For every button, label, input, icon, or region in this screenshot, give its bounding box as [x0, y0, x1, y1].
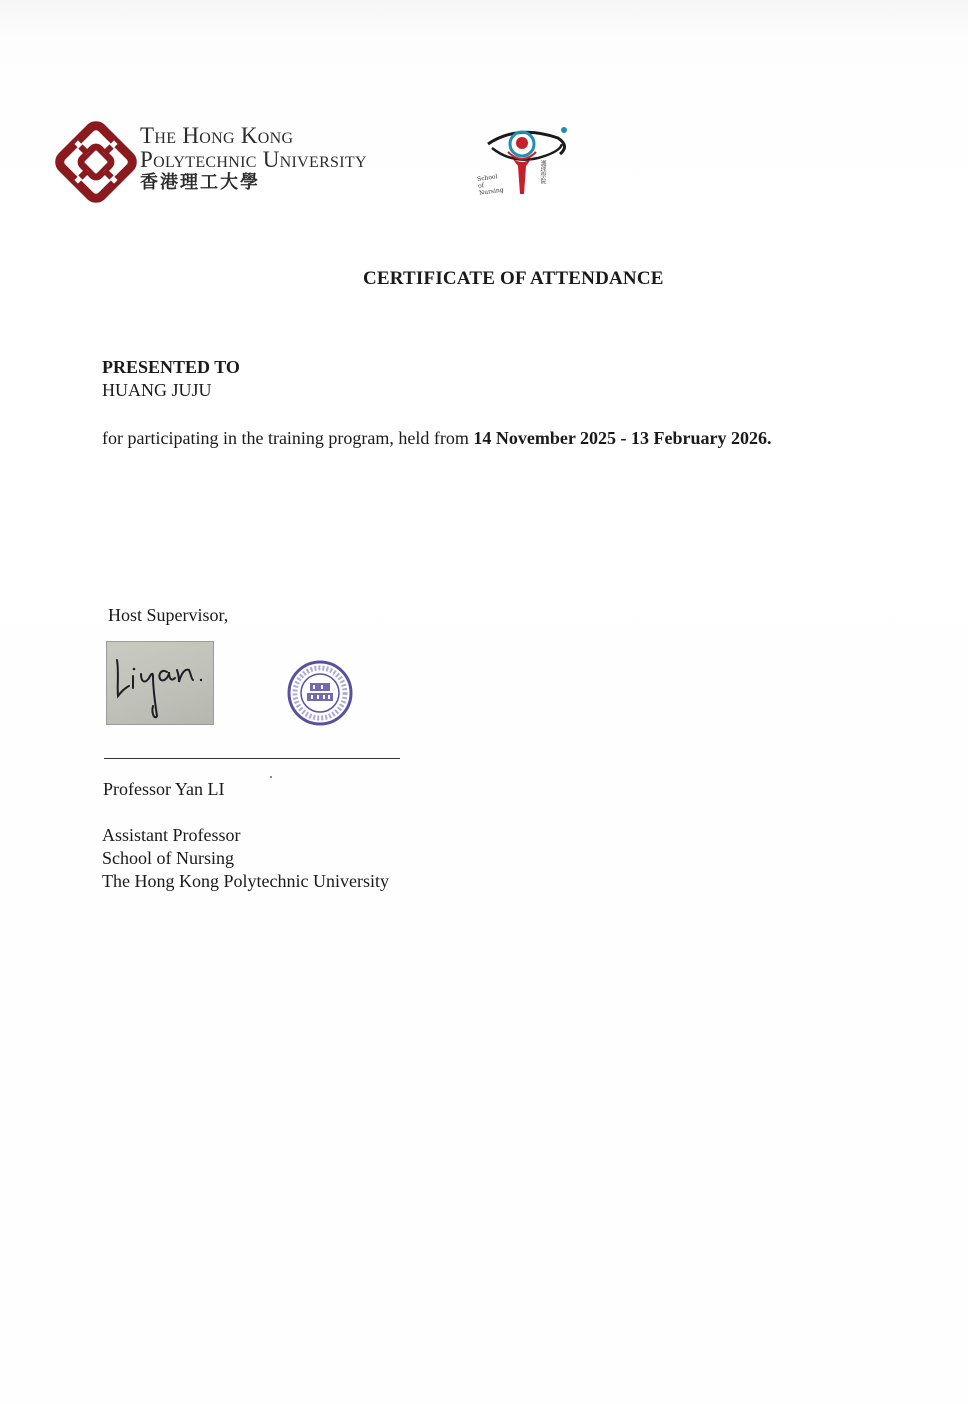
scan-speck	[270, 776, 272, 778]
nursing-logo-text-en: School of Nursing	[476, 173, 505, 197]
certificate-title: CERTIFICATE OF ATTENDANCE	[363, 268, 664, 289]
date-range: 14 November 2025 - 13 February 2026.	[473, 428, 772, 448]
handwritten-signature	[106, 641, 214, 725]
university-name-line1: The Hong Kong	[140, 123, 294, 148]
signatory-name: Professor Yan LI	[103, 779, 225, 799]
participation-statement	[102, 428, 772, 449]
school-seal-stamp	[286, 659, 354, 727]
signatory-details	[102, 824, 389, 893]
nursing-logo-text-cn: 護理學院	[539, 160, 546, 184]
presented-to-label: PRESENTED TO	[102, 357, 240, 377]
signatory-institution: The Hong Kong Polytechnic University	[102, 871, 389, 891]
university-name-chinese: 香港理工大學	[140, 172, 260, 193]
university-name-line2: Polytechnic University	[140, 147, 367, 172]
university-wordmark	[140, 124, 367, 194]
signatory-department: School of Nursing	[102, 848, 234, 868]
signature-line	[104, 758, 400, 759]
host-supervisor-label: Host Supervisor,	[108, 605, 229, 625]
nursing-logo-icon	[478, 122, 574, 202]
recipient-name: HUANG JUJU	[102, 380, 212, 400]
polyu-logo-icon	[54, 120, 138, 204]
signatory-title: Assistant Professor	[102, 825, 241, 845]
participation-text: for participating in the training program, held from	[102, 428, 474, 448]
